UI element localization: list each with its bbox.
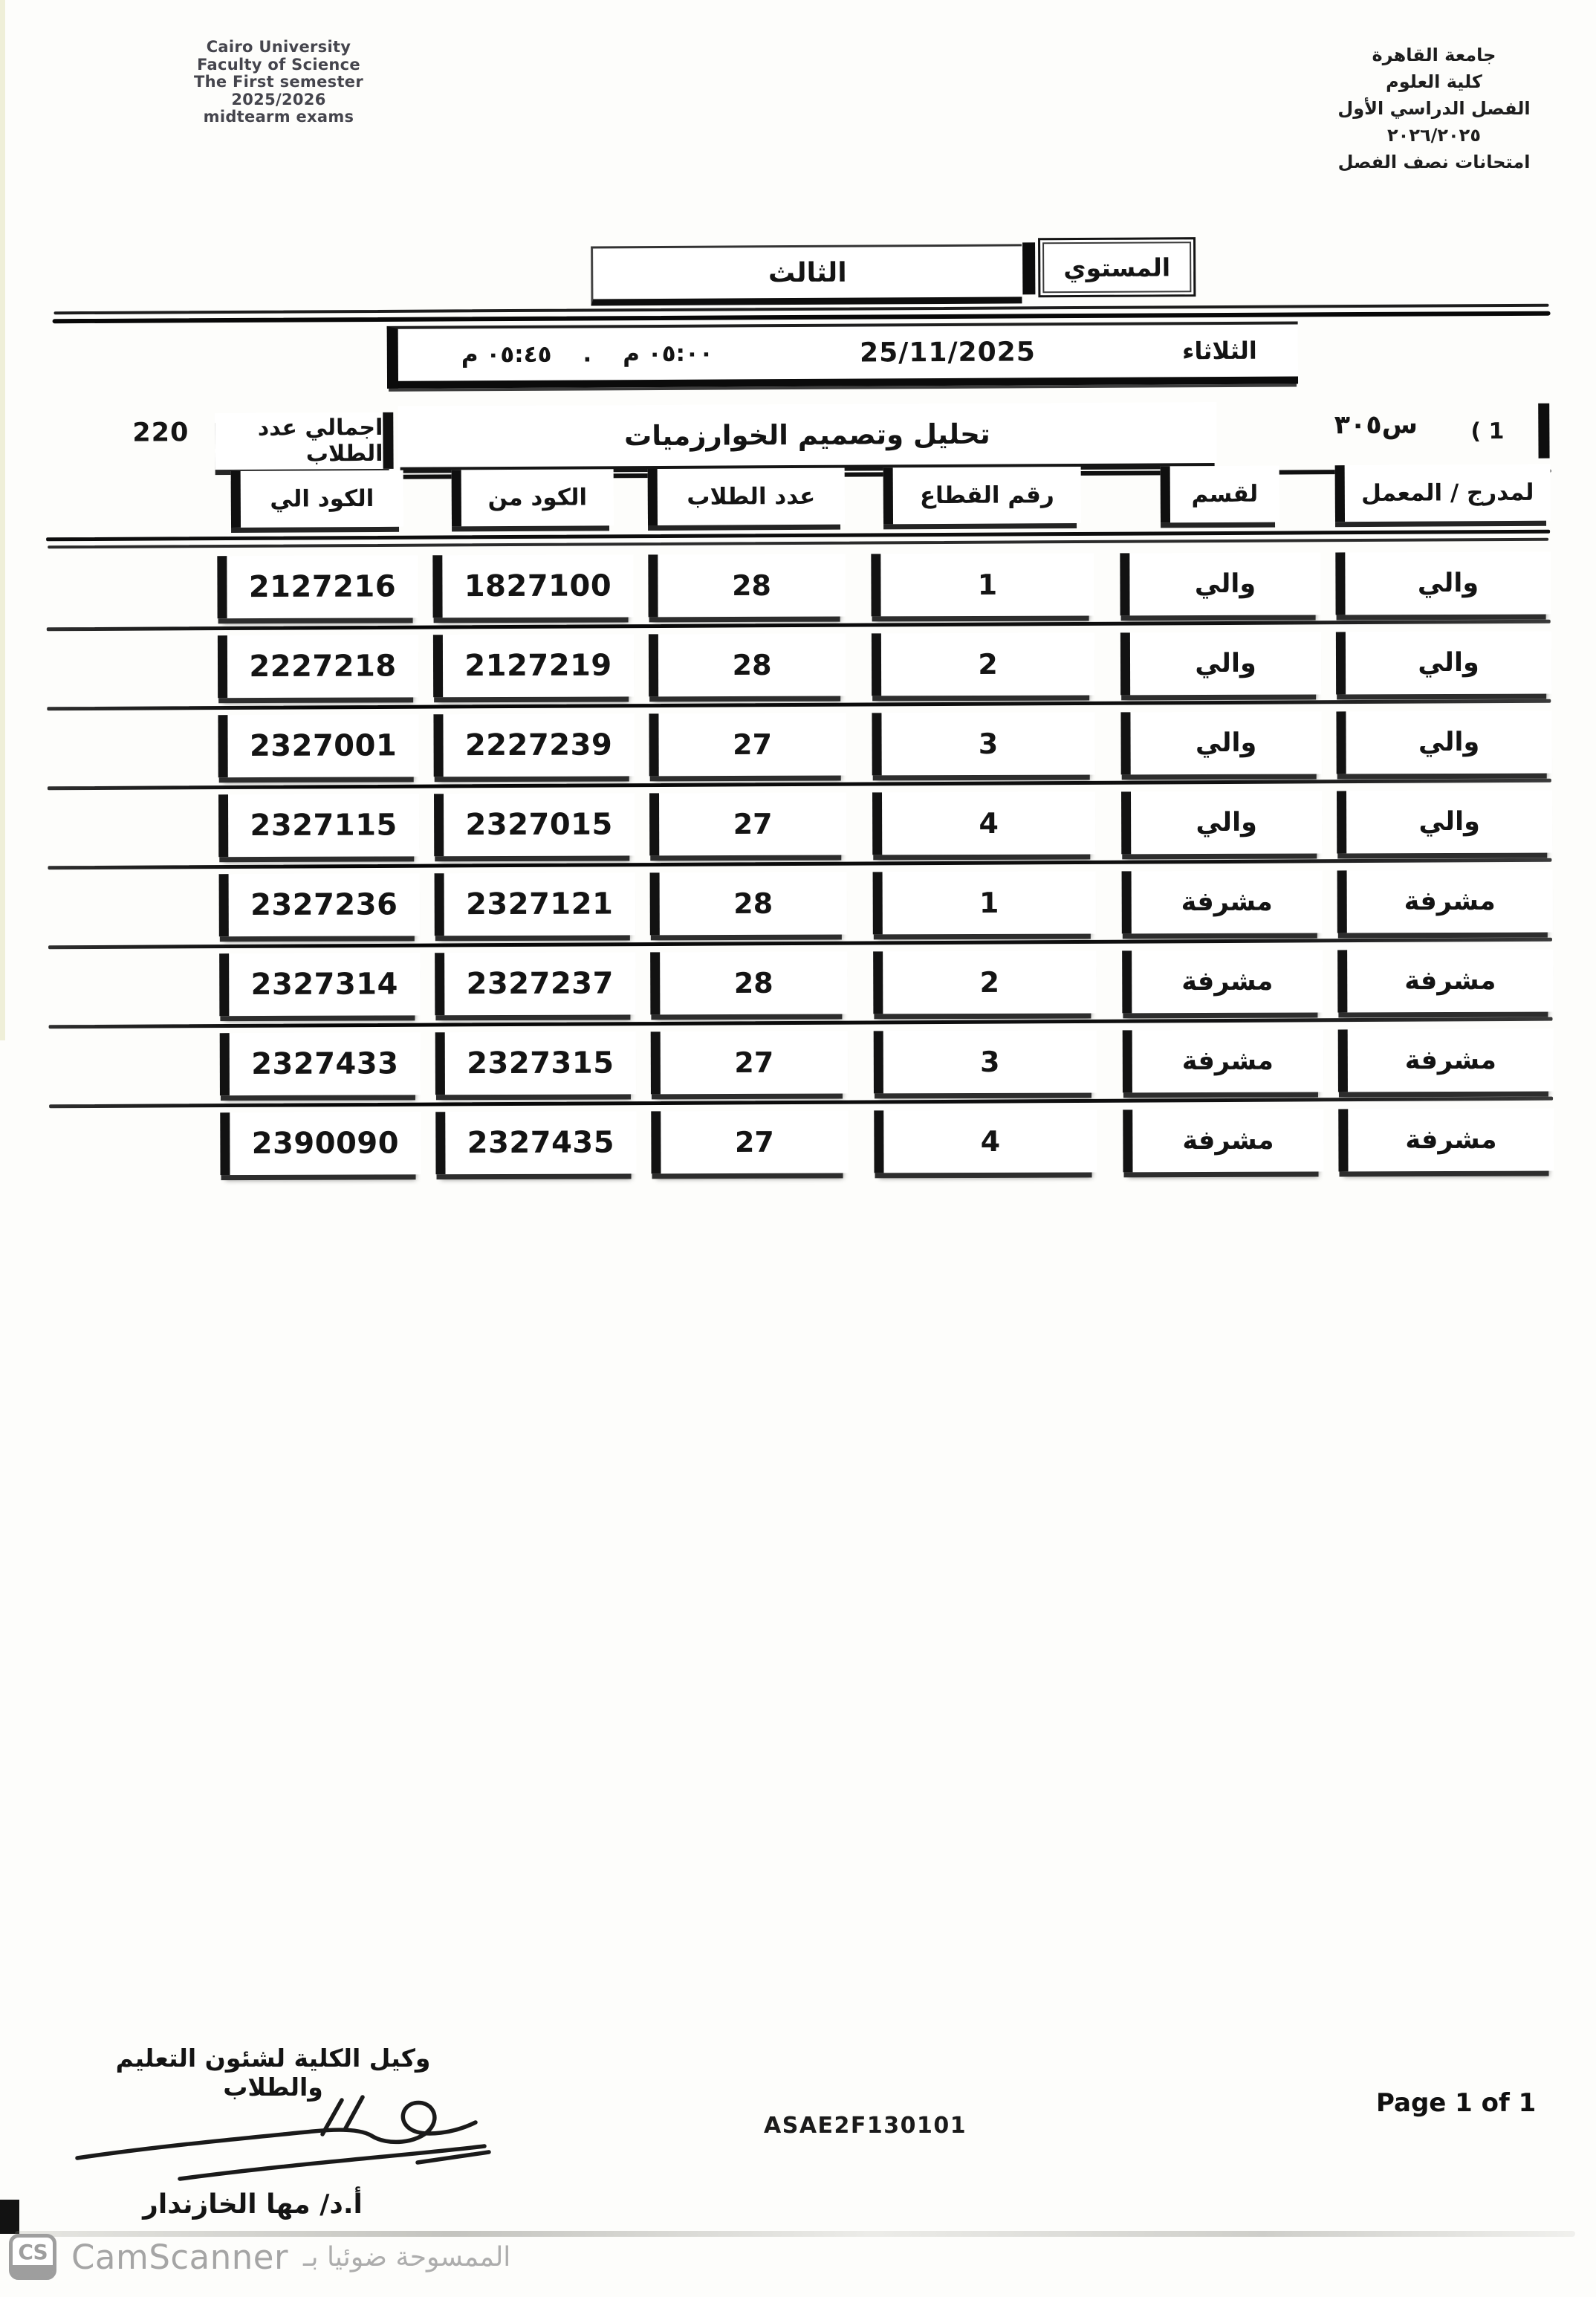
cell-dept: والي: [1120, 632, 1321, 696]
document-code: ASAE2F130101: [764, 2113, 967, 2139]
table-row: [219, 950, 1553, 1017]
cell-count: 28: [648, 554, 845, 618]
cell-count: 28: [650, 872, 847, 936]
letterhead-line: كلية العلوم: [1386, 71, 1482, 92]
signatory-name: أ.د/ مها الخازندار: [143, 2189, 363, 2220]
cell-count: 28: [649, 634, 846, 697]
letterhead-line: الفصل الدراسي الأول: [1337, 98, 1531, 119]
cell-hall: مشرفة: [1338, 1109, 1554, 1172]
table-row: [218, 632, 1551, 699]
letterhead-line: Faculty of Science: [197, 55, 360, 74]
row-separator-line: [49, 1017, 1553, 1029]
camscanner-watermark: [9, 2234, 510, 2280]
cell-dept: مشرفة: [1123, 1109, 1323, 1173]
exam-start-time: ٠٥:٠٠ م: [623, 340, 713, 368]
cell-dept: والي: [1120, 712, 1321, 775]
exam-end-time: ٠٥:٤٥ م: [461, 340, 552, 369]
cell-sector: 4: [872, 791, 1095, 855]
english-letterhead: [167, 39, 390, 126]
cell-count: 28: [650, 952, 847, 1015]
scan-edge-artifact: [0, 0, 5, 1040]
header-department: لقسم: [1161, 466, 1279, 523]
row-separator-line: [48, 779, 1551, 791]
cell-count: 27: [649, 793, 846, 856]
cell-count: 27: [649, 713, 846, 777]
cell-code_to: 2327001: [218, 714, 418, 777]
table-row: [219, 870, 1553, 937]
cell-code_from: 2327315: [435, 1031, 636, 1095]
row-separator-line: [48, 858, 1551, 870]
page-number-label: Page 1 of 1: [1376, 2088, 1537, 2118]
header-code-to: الكود الي: [231, 470, 403, 528]
cell-code_from: 2327435: [435, 1111, 636, 1174]
level-label-box: المستوي: [1038, 237, 1196, 297]
camscanner-icon-bar: [13, 2265, 53, 2276]
cell-code_from: 2127219: [433, 634, 634, 697]
camscanner-arabic-text: الممسوحة ضوئيا بـ: [302, 2241, 511, 2272]
cell-sector: 2: [873, 950, 1096, 1014]
letterhead-line: 2025/2026: [231, 90, 326, 108]
table-row: [220, 1109, 1554, 1176]
exam-date: 25/11/2025: [860, 336, 1036, 369]
cell-code_to: 2327433: [220, 1032, 421, 1095]
table-rows: [217, 551, 1554, 1176]
course-name-box: تحليل وتصميم الخوارزميات: [398, 402, 1216, 467]
exam-times: [461, 340, 713, 369]
cell-dept: مشرفة: [1122, 871, 1323, 934]
total-students-value: 220: [132, 418, 189, 448]
cell-code_to: 2227218: [218, 635, 418, 698]
cell-code_to: 2327314: [219, 953, 420, 1016]
cell-dept: مشرفة: [1123, 1030, 1323, 1093]
cell-code_from: 2227239: [433, 713, 634, 777]
cell-code_to: 2390090: [220, 1112, 421, 1175]
cell-code_from: 1827100: [432, 554, 633, 618]
time-separator: .: [583, 340, 592, 368]
cell-dept: والي: [1120, 553, 1320, 616]
cell-code_from: 2327015: [434, 793, 635, 856]
cell-sector: 4: [874, 1109, 1097, 1173]
cell-code_to: 2127216: [217, 555, 418, 618]
letterhead-line: midtearm exams: [203, 108, 354, 126]
signature-scribble: [68, 2075, 499, 2201]
level-value-box: الثالث: [591, 244, 1022, 305]
arabic-letterhead: [1315, 42, 1553, 175]
cell-sector: 3: [872, 712, 1094, 775]
camscanner-icon-label: CS: [18, 2240, 48, 2264]
cell-sector: 1: [873, 871, 1096, 934]
table-row: [217, 552, 1551, 619]
course-code: س٣٠٥: [1334, 409, 1418, 441]
letterhead-line: The First semester: [194, 73, 363, 91]
table-row: [218, 791, 1552, 858]
cell-hall: والي: [1336, 711, 1551, 774]
header-hall-lab: لمدرج / المعمل: [1335, 464, 1551, 522]
cell-sector: 1: [871, 553, 1094, 616]
course-index: ( 1: [1463, 404, 1549, 459]
letterhead-line: Cairo University: [206, 38, 351, 56]
cell-count: 27: [651, 1031, 848, 1095]
table-row: [220, 1029, 1554, 1096]
table-row: [218, 711, 1551, 778]
cell-hall: والي: [1335, 552, 1551, 615]
cell-dept: والي: [1121, 791, 1322, 855]
cell-code_from: 2327121: [435, 872, 635, 936]
row-separator-line: [48, 938, 1552, 950]
cell-hall: مشرفة: [1338, 1029, 1554, 1092]
cell-hall: مشرفة: [1337, 950, 1553, 1013]
cell-sector: 3: [874, 1030, 1097, 1093]
total-students-label-box: اجمالي عدد الطلاب: [215, 412, 393, 470]
cell-hall: مشرفة: [1337, 870, 1553, 933]
cell-hall: والي: [1337, 791, 1552, 854]
cell-dept: مشرفة: [1122, 950, 1323, 1014]
cell-code_to: 2327236: [219, 873, 420, 936]
scan-black-mark: [0, 2200, 19, 2234]
cell-sector: 2: [872, 632, 1094, 696]
level-row: [30, 233, 1566, 309]
cell-code_to: 2327115: [218, 794, 419, 857]
table-header-row: [217, 464, 1551, 528]
schedule-sheet: [30, 233, 1571, 1207]
header-student-count: عدد الطلاب: [648, 468, 845, 525]
cell-count: 27: [651, 1111, 848, 1174]
row-separator-line: [49, 1097, 1553, 1109]
signatory-title: وكيل الكلية لشئون التعليم والطلاب: [115, 2044, 431, 2102]
camscanner-brand-text: CamScanner: [71, 2237, 288, 2277]
letterhead-line: امتحانات نصف الفصل: [1337, 152, 1531, 172]
header-code-from: الكود من: [452, 469, 614, 526]
camscanner-icon: [9, 2234, 56, 2280]
row-separator-line: [47, 620, 1551, 632]
letterhead-line: ٢٠٢٦/٢٠٢٥: [1387, 125, 1481, 146]
letterhead-line: جامعة القاهرة: [1372, 45, 1496, 65]
exam-day: الثلاثاء: [1181, 336, 1257, 366]
cell-code_from: 2327237: [435, 952, 635, 1015]
divider-bar: [1022, 242, 1035, 294]
exam-datetime-box: [387, 321, 1298, 388]
cell-hall: والي: [1336, 632, 1551, 695]
header-sector-number: رقم القطاع: [883, 467, 1081, 524]
row-separator-line: [47, 699, 1551, 711]
